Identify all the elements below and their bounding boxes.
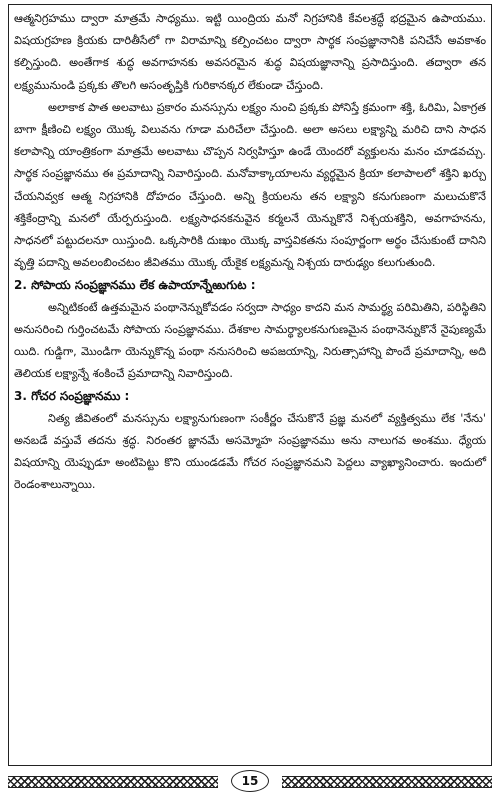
paragraph-4: నిత్య జీవితంలో మనస్సును లక్ష్యానుగుణంగా సంకీర్ణం చేసుకొనే ప్రజ్ఞ మనలో వ్యక్తిత్వము లేక 'నేను' అనబడే వస్తువే తదను శ్రద్ధ. నిరంతర జ్ఞానమే అసమ్మోహ సంప్రజ్ఞానము అను నాలుగవ అంశము. ధ్యేయ విషయాన్ని యెప్పుడూ అంటిపెట్టు కొని యుండడమే గోచర సంప్రజ్ఞానమని పెద్దలు వ్యాఖ్యానించారు. ఇందులో రెండంశాలున్నాయి. — [14, 411, 486, 492]
paragraph-3: అన్నిటికంటే ఉత్తమమైన పంథానెన్నుకోవడం సర్వదా సాధ్యం కాదని మన సామర్థ్య పరిమితిని, పరిస్థితిని అనుసరించి గుర్తించటమే సోపాయ సంప్రజ్ఞానము. దేశకాల సామర్థ్యాలకనుగుణమైన పంథానెన్నుకొనే నైపుణ్యమే యిది. గుడ్డిగా, మొండిగా యెన్నుకొన్న పంథా ననుసరించి అపజయాన్ని, నిరుత్సాహాన్ని పొందే ప్రమాదాన్ని, అది తెలియక లక్ష్యాన్నే శంకించే ప్రమాదాన్ని నివారిస్తుంది. — [14, 300, 486, 381]
page-number: 15 — [231, 770, 269, 792]
section-heading-2: 2. సోపాయ సంప్రజ్ఞానము లేక ఉపాయాన్నేఱుగుట : — [14, 278, 256, 293]
decorative-border-right — [282, 776, 492, 788]
page-footer — [8, 770, 492, 792]
paragraph-2: అలాకాక పాత అలవాటు ప్రకారం మనస్సును లక్ష్యం నుంచి ప్రక్కకు పోనిస్తే క్రమంగా శక్తి, ఓరిమి, ఏకాగ్రత బాగా క్షీణించి లక్ష్యం యొక్క విలువను గూడా మరిచేలా చేస్తుంది. అలా అసలు లక్ష్యాన్ని మరిచి దాని సాధన కలాపాన్ని యాంత్రికంగా మాత్రమే అలవాటు చొప్పన నిర్వహిస్తూ ఉండే యెందరో వ్యక్తులను మనం చూడవచ్చు. సార్థక సంప్రజ్ఞానము ఈ ప్రమాదాన్ని నివారిస్తుంది. మనోవాక్కాయాలను వ్యర్థమైన క్రియా కలాపాలలో శక్తిని ఖర్చు చేయనివ్వక ఆత్మ నిగ్రహానికి దోహదం చేస్తుంది. అన్ని క్రియలను తన లక్ష్యాని కనుగుణంగా మలుచుకొనే శక్తికేంద్రాన్ని మనలో యేర్పరుస్తుంది. లక్ష్యసాధనకనువైన కర్మలనే యెన్నుకొనే నిశ్చయశక్తిని, అవగాహనను, సాధనలో పట్టుదలనూ యిస్తుంది. ఒక్కసారికి దుఃఖం యొక్క వాస్తవికతను సంపూర్ణంగా అర్థం చేసుకుంటే దానిని వృత్తి పదాన్ని అవలంబించటం జీవితము యొక్క యేకైక లక్ష్యమన్న నిశ్చయ దారుఢ్యం కలుగుతుంది. — [14, 100, 486, 270]
decorative-border-left — [8, 776, 218, 788]
paragraph-1: ఆత్మనిగ్రహము ద్వారా మాత్రమే సాధ్యము. ఇట్టి యింద్రియ మనో నిగ్రహానికి కేవలశ్రద్ధే భద్రమైన ఉపాయము. విషయగ్రహణ క్రియకు దారితీసేలో గా విరామాన్ని కల్పించటం ద్వారా సార్థక సంప్రజ్ఞానానికి పనిచేసే అవకాశం కల్పిస్తుంది. అంతేగాక శుద్ధ అవగాహనకు అవసరమైన శుద్ధ విషయజ్ఞానాన్ని ప్రసాదిస్తుంది. తద్వారా తన లక్ష్యమునుండి ప్రక్కకు తొలగి అసంతృప్తికి గురికానక్కర లేకుండా చేస్తుంది. — [14, 12, 486, 92]
section-heading-3: 3. గోచర సంప్రజ్ఞానము : — [14, 389, 130, 404]
page-body — [14, 8, 486, 496]
